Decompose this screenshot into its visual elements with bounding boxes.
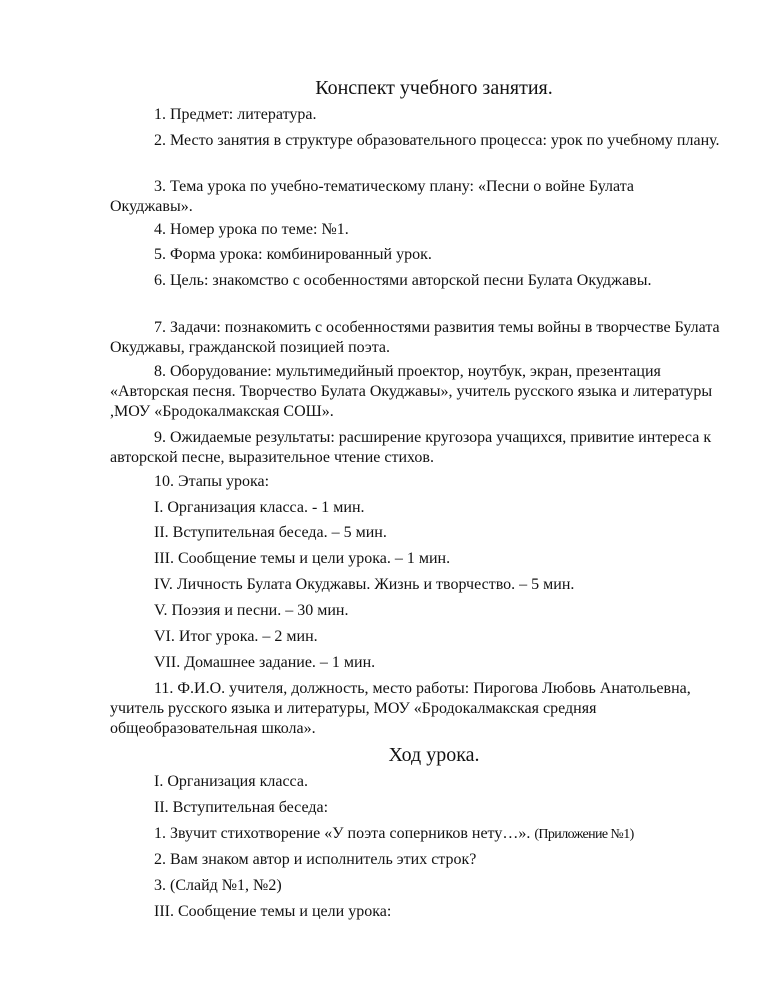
item-10: 10. Этапы урока: xyxy=(154,473,270,490)
item-1: 1. Предмет: литература. xyxy=(154,106,317,123)
stage-6: VI. Итог урока. – 2 мин. xyxy=(154,628,318,645)
item-11: 11. Ф.И.О. учителя, должность, место работы: Пирогова Любовь Анатольевна, учитель русского языка и литературы, МОУ «Бродокалмакская средняя общеобразовательная школа». xyxy=(110,680,691,737)
lesson-line-3 xyxy=(154,824,634,845)
item-5: 5. Форма урока: комбинированный урок. xyxy=(154,246,432,263)
stage-5: V. Поэзия и песни. – 30 мин. xyxy=(154,602,349,619)
stage-7: VII. Домашнее задание. – 1 мин. xyxy=(154,654,376,671)
lesson-title: Ход урока. xyxy=(388,744,480,766)
lesson-line-1: I. Организация класса. xyxy=(154,773,308,790)
lesson-line-5: 3. (Слайд №1, №2) xyxy=(154,877,282,894)
item-8: 8. Оборудование: мультимедийный проектор, ноутбук, экран, презентация «Авторская песня. Творчество Булата Окуджавы», учитель русского языка и литературы ,МОУ «Бродокалмакская СОШ». xyxy=(110,363,713,420)
appendix-note: (Приложение №1) xyxy=(534,827,634,842)
item-6: 6. Цель: знакомство с особенностями авторской песни Булата Окуджавы. xyxy=(154,272,652,289)
lesson-line-3-main: 1. Звучит стихотворение «У поэта соперников нету…». xyxy=(154,825,535,842)
item-7: 7. Задачи: познакомить с особенностями развития темы войны в творчестве Булата Окуджавы, гражданской позицией поэта. xyxy=(110,319,720,356)
item-4: 4. Номер урока по теме: №1. xyxy=(154,221,349,238)
item-2: 2. Место занятия в структуре образовательного процесса: урок по учебному плану. xyxy=(154,132,720,149)
stage-2: II. Вступительная беседа. – 5 мин. xyxy=(154,524,387,541)
stage-4: IV. Личность Булата Окуджавы. Жизнь и творчество. – 5 мин. xyxy=(154,576,575,593)
lesson-line-2: II. Вступительная беседа: xyxy=(154,799,329,816)
document-title: Конспект учебного занятия. xyxy=(315,77,553,99)
item-3: 3. Тема урока по учебно-тематическому плану: «Песни о войне Булата Окуджавы». xyxy=(110,178,634,215)
stage-3: III. Сообщение темы и цели урока. – 1 мин. xyxy=(154,550,451,567)
lesson-line-4: 2. Вам знаком автор и исполнитель этих строк? xyxy=(154,851,477,868)
stage-1: I. Организация класса. - 1 мин. xyxy=(154,499,365,516)
lesson-line-6: III. Сообщение темы и цели урока: xyxy=(154,903,392,920)
item-9: 9. Ожидаемые результаты: расширение кругозора учащихся, привитие интереса к авторской песне, выразительное чтение стихов. xyxy=(110,429,712,466)
